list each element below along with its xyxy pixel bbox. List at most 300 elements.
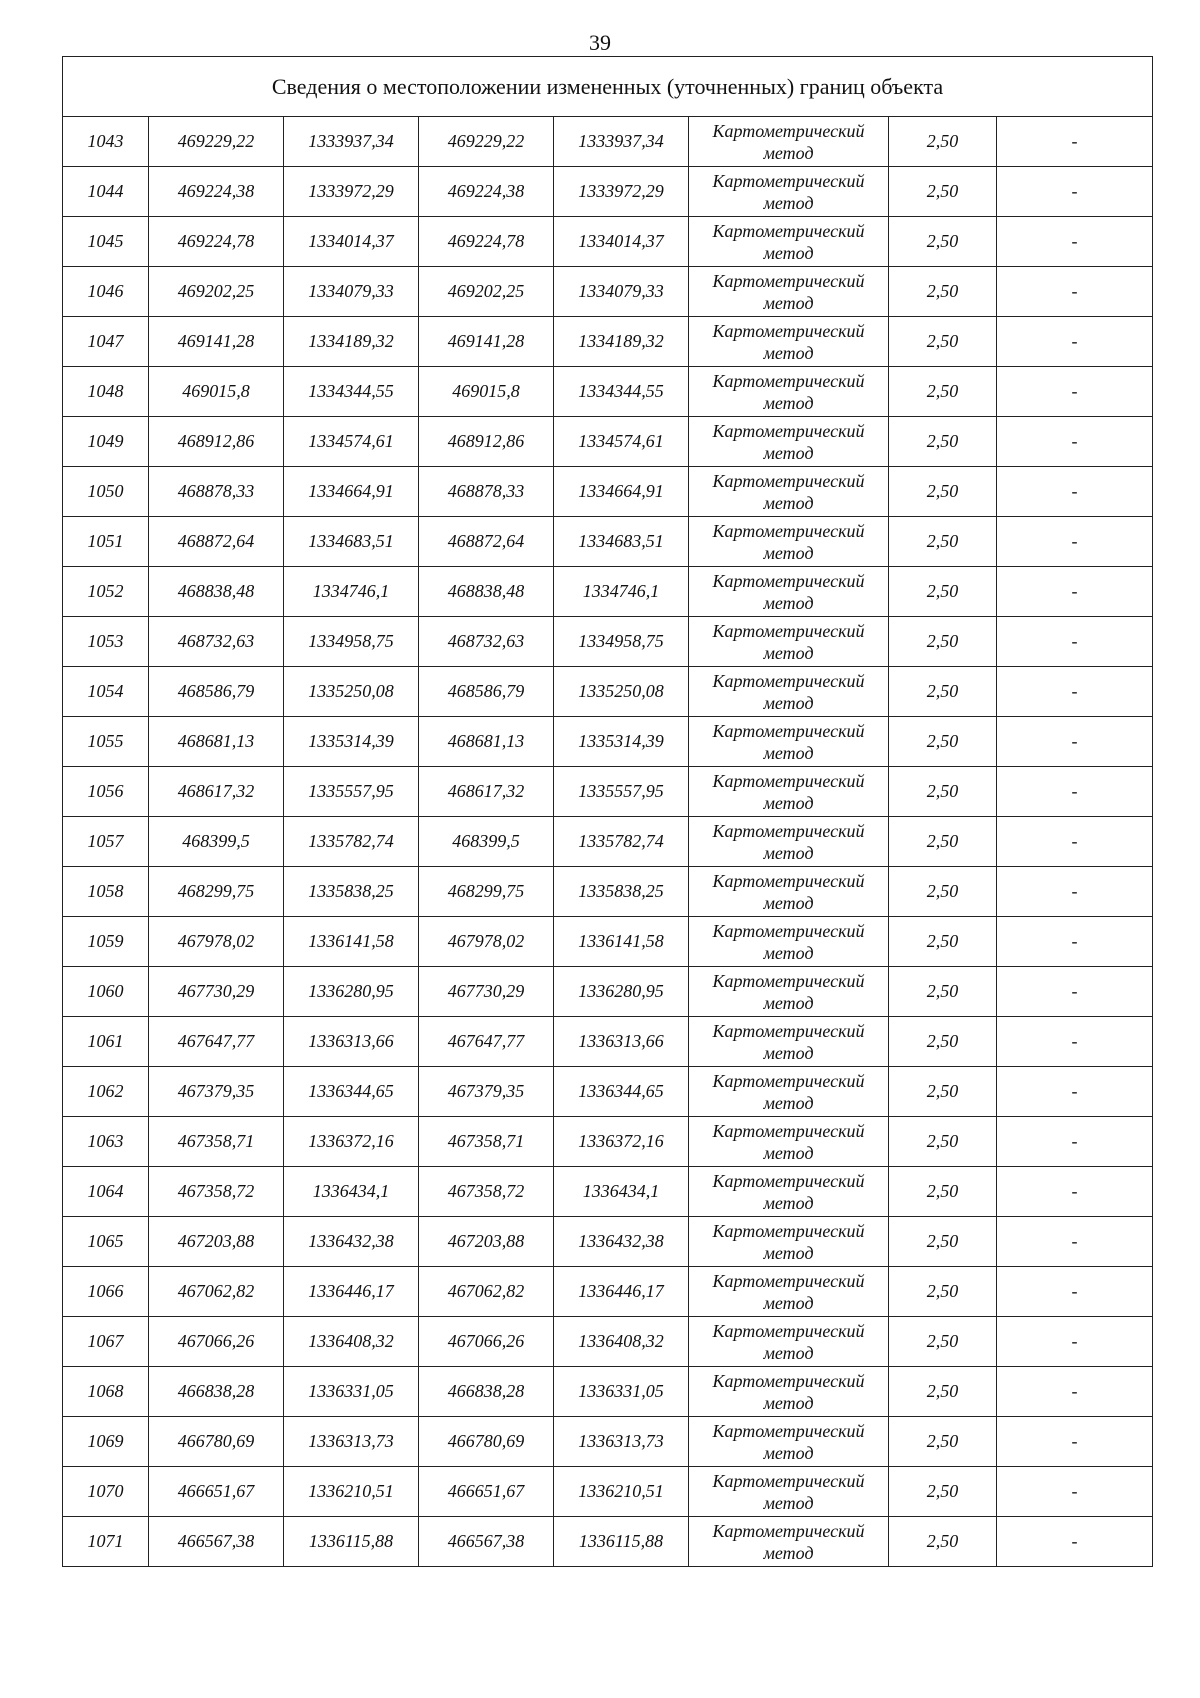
- accuracy-cell: 2,50: [889, 617, 997, 667]
- description-cell: -: [997, 567, 1153, 617]
- method-cell: [689, 517, 889, 567]
- refined-x-cell: 468838,48: [419, 567, 554, 617]
- existing-y-cell: 1335557,95: [284, 767, 419, 817]
- refined-y-cell: 1336115,88: [554, 1517, 689, 1567]
- refined-x-cell: 467066,26: [419, 1317, 554, 1367]
- method-line-2: метод: [763, 242, 814, 263]
- refined-y-cell: 1333972,29: [554, 167, 689, 217]
- method-line-2: метод: [763, 492, 814, 513]
- method-cell: [689, 467, 889, 517]
- existing-y-cell: 1334958,75: [284, 617, 419, 667]
- refined-x-cell: 467647,77: [419, 1017, 554, 1067]
- method-line-2: метод: [763, 1092, 814, 1113]
- existing-y-cell: 1336331,05: [284, 1367, 419, 1417]
- description-cell: -: [997, 667, 1153, 717]
- accuracy-cell: 2,50: [889, 1417, 997, 1467]
- existing-x-cell: 468838,48: [149, 567, 284, 617]
- existing-x-cell: 469224,78: [149, 217, 284, 267]
- existing-y-cell: 1336210,51: [284, 1467, 419, 1517]
- method-line-1: Картометрический: [712, 320, 865, 341]
- page-number: 39: [589, 30, 611, 55]
- table-row: [63, 717, 1153, 767]
- method-line-2: метод: [763, 1542, 814, 1563]
- existing-x-cell: 468732,63: [149, 617, 284, 667]
- table-row: [63, 1217, 1153, 1267]
- method-line-2: метод: [763, 1042, 814, 1063]
- method-line-1: Картометрический: [712, 420, 865, 441]
- refined-x-cell: 468299,75: [419, 867, 554, 917]
- refined-x-cell: 467358,71: [419, 1117, 554, 1167]
- method-line-2: метод: [763, 1492, 814, 1513]
- accuracy-cell: 2,50: [889, 1317, 997, 1367]
- method-line-2: метод: [763, 692, 814, 713]
- refined-y-cell: 1334683,51: [554, 517, 689, 567]
- point-number-cell: 1056: [63, 767, 149, 817]
- existing-y-cell: 1335250,08: [284, 667, 419, 717]
- method-cell: [689, 1017, 889, 1067]
- existing-y-cell: 1334746,1: [284, 567, 419, 617]
- refined-x-cell: 466651,67: [419, 1467, 554, 1517]
- point-number-cell: 1060: [63, 967, 149, 1017]
- description-cell: -: [997, 1467, 1153, 1517]
- accuracy-cell: 2,50: [889, 767, 997, 817]
- point-number-cell: 1068: [63, 1367, 149, 1417]
- method-line-2: метод: [763, 892, 814, 913]
- refined-x-cell: 467203,88: [419, 1217, 554, 1267]
- method-line-2: метод: [763, 1442, 814, 1463]
- refined-y-cell: 1336313,73: [554, 1417, 689, 1467]
- existing-x-cell: 466651,67: [149, 1467, 284, 1517]
- description-cell: -: [997, 767, 1153, 817]
- refined-y-cell: 1335782,74: [554, 817, 689, 867]
- refined-x-cell: 467379,35: [419, 1067, 554, 1117]
- existing-y-cell: 1336141,58: [284, 917, 419, 967]
- refined-y-cell: 1336372,16: [554, 1117, 689, 1167]
- method-line-1: Картометрический: [712, 220, 865, 241]
- description-cell: -: [997, 867, 1153, 917]
- existing-y-cell: 1334664,91: [284, 467, 419, 517]
- method-cell: [689, 1217, 889, 1267]
- method-line-2: метод: [763, 1292, 814, 1313]
- existing-y-cell: 1336313,73: [284, 1417, 419, 1467]
- accuracy-cell: 2,50: [889, 1217, 997, 1267]
- point-number-cell: 1057: [63, 817, 149, 867]
- existing-x-cell: 469229,22: [149, 117, 284, 167]
- existing-x-cell: 467062,82: [149, 1267, 284, 1317]
- existing-x-cell: 467358,72: [149, 1167, 284, 1217]
- point-number-cell: 1052: [63, 567, 149, 617]
- method-cell: [689, 1317, 889, 1367]
- existing-y-cell: 1335782,74: [284, 817, 419, 867]
- accuracy-cell: 2,50: [889, 1017, 997, 1067]
- existing-x-cell: 466780,69: [149, 1417, 284, 1467]
- table-row: [63, 767, 1153, 817]
- description-cell: -: [997, 1217, 1153, 1267]
- description-cell: -: [997, 417, 1153, 467]
- method-line-2: метод: [763, 442, 814, 463]
- existing-y-cell: 1334189,32: [284, 317, 419, 367]
- table-row: [63, 867, 1153, 917]
- refined-y-cell: 1336331,05: [554, 1367, 689, 1417]
- method-cell: [689, 917, 889, 967]
- method-cell: [689, 1517, 889, 1567]
- description-cell: -: [997, 267, 1153, 317]
- table-row: [63, 1317, 1153, 1367]
- refined-y-cell: 1334344,55: [554, 367, 689, 417]
- point-number-cell: 1051: [63, 517, 149, 567]
- description-cell: -: [997, 1317, 1153, 1367]
- method-line-1: Картометрический: [712, 1220, 865, 1241]
- point-number-cell: 1065: [63, 1217, 149, 1267]
- existing-x-cell: 467647,77: [149, 1017, 284, 1067]
- table-row: [63, 1017, 1153, 1067]
- method-line-1: Картометрический: [712, 270, 865, 291]
- refined-y-cell: 1336434,1: [554, 1167, 689, 1217]
- point-number-cell: 1046: [63, 267, 149, 317]
- method-cell: [689, 317, 889, 367]
- table-row: [63, 817, 1153, 867]
- method-line-1: Картометрический: [712, 770, 865, 791]
- table-row: [63, 1417, 1153, 1467]
- existing-x-cell: 468399,5: [149, 817, 284, 867]
- accuracy-cell: 2,50: [889, 667, 997, 717]
- description-cell: -: [997, 617, 1153, 667]
- method-line-1: Картометрический: [712, 520, 865, 541]
- table-row: [63, 1367, 1153, 1417]
- point-number-cell: 1066: [63, 1267, 149, 1317]
- refined-y-cell: 1336280,95: [554, 967, 689, 1017]
- existing-x-cell: 469015,8: [149, 367, 284, 417]
- refined-y-cell: 1335250,08: [554, 667, 689, 717]
- existing-y-cell: 1335838,25: [284, 867, 419, 917]
- refined-y-cell: 1334574,61: [554, 417, 689, 467]
- method-line-2: метод: [763, 1192, 814, 1213]
- refined-y-cell: 1336432,38: [554, 1217, 689, 1267]
- point-number-cell: 1069: [63, 1417, 149, 1467]
- table-row: [63, 317, 1153, 367]
- refined-x-cell: 468399,5: [419, 817, 554, 867]
- method-line-2: метод: [763, 1392, 814, 1413]
- refined-x-cell: 468732,63: [419, 617, 554, 667]
- point-number-cell: 1053: [63, 617, 149, 667]
- accuracy-cell: 2,50: [889, 517, 997, 567]
- point-number-cell: 1047: [63, 317, 149, 367]
- method-line-2: метод: [763, 592, 814, 613]
- accuracy-cell: 2,50: [889, 1517, 997, 1567]
- existing-y-cell: 1336280,95: [284, 967, 419, 1017]
- existing-x-cell: 467358,71: [149, 1117, 284, 1167]
- accuracy-cell: 2,50: [889, 1467, 997, 1517]
- refined-x-cell: 467978,02: [419, 917, 554, 967]
- description-cell: -: [997, 1167, 1153, 1217]
- existing-y-cell: 1334079,33: [284, 267, 419, 317]
- refined-x-cell: 469224,38: [419, 167, 554, 217]
- refined-x-cell: 468912,86: [419, 417, 554, 467]
- accuracy-cell: 2,50: [889, 1117, 997, 1167]
- method-line-1: Картометрический: [712, 820, 865, 841]
- table-row: [63, 117, 1153, 167]
- refined-x-cell: 469141,28: [419, 317, 554, 367]
- existing-x-cell: 468617,32: [149, 767, 284, 817]
- method-line-2: метод: [763, 192, 814, 213]
- accuracy-cell: 2,50: [889, 467, 997, 517]
- accuracy-cell: 2,50: [889, 917, 997, 967]
- accuracy-cell: 2,50: [889, 267, 997, 317]
- refined-x-cell: 467062,82: [419, 1267, 554, 1317]
- method-line-2: метод: [763, 992, 814, 1013]
- method-line-1: Картометрический: [712, 720, 865, 741]
- method-line-2: метод: [763, 642, 814, 663]
- accuracy-cell: 2,50: [889, 1267, 997, 1317]
- method-line-1: Картометрический: [712, 620, 865, 641]
- method-cell: [689, 767, 889, 817]
- point-number-cell: 1045: [63, 217, 149, 267]
- refined-y-cell: 1336313,66: [554, 1017, 689, 1067]
- method-line-1: Картометрический: [712, 1470, 865, 1491]
- method-cell: [689, 217, 889, 267]
- point-number-cell: 1061: [63, 1017, 149, 1067]
- description-cell: -: [997, 917, 1153, 967]
- method-cell: [689, 817, 889, 867]
- existing-x-cell: 467730,29: [149, 967, 284, 1017]
- method-line-2: метод: [763, 542, 814, 563]
- refined-x-cell: 469224,78: [419, 217, 554, 267]
- method-line-2: метод: [763, 142, 814, 163]
- existing-y-cell: 1336446,17: [284, 1267, 419, 1317]
- table-row: [63, 267, 1153, 317]
- description-cell: -: [997, 967, 1153, 1017]
- method-cell: [689, 1417, 889, 1467]
- refined-y-cell: 1334189,32: [554, 317, 689, 367]
- table-row: [63, 567, 1153, 617]
- method-line-1: Картометрический: [712, 1420, 865, 1441]
- table-row: [63, 367, 1153, 417]
- existing-x-cell: 467379,35: [149, 1067, 284, 1117]
- table-row: [63, 1167, 1153, 1217]
- refined-x-cell: 466838,28: [419, 1367, 554, 1417]
- method-line-1: Картометрический: [712, 920, 865, 941]
- refined-x-cell: 467730,29: [419, 967, 554, 1017]
- description-cell: -: [997, 1267, 1153, 1317]
- point-number-cell: 1044: [63, 167, 149, 217]
- existing-y-cell: 1336344,65: [284, 1067, 419, 1117]
- point-number-cell: 1070: [63, 1467, 149, 1517]
- refined-y-cell: 1334664,91: [554, 467, 689, 517]
- table-row: [63, 617, 1153, 667]
- method-cell: [689, 667, 889, 717]
- refined-x-cell: 468872,64: [419, 517, 554, 567]
- method-cell: [689, 1267, 889, 1317]
- method-cell: [689, 267, 889, 317]
- method-cell: [689, 1367, 889, 1417]
- description-cell: -: [997, 517, 1153, 567]
- existing-x-cell: 468299,75: [149, 867, 284, 917]
- accuracy-cell: 2,50: [889, 717, 997, 767]
- coordinates-table: [62, 56, 1153, 1567]
- existing-y-cell: 1336434,1: [284, 1167, 419, 1217]
- refined-y-cell: 1334079,33: [554, 267, 689, 317]
- point-number-cell: 1071: [63, 1517, 149, 1567]
- existing-x-cell: 469141,28: [149, 317, 284, 367]
- method-line-1: Картометрический: [712, 120, 865, 141]
- refined-y-cell: 1335838,25: [554, 867, 689, 917]
- description-cell: -: [997, 467, 1153, 517]
- method-line-2: метод: [763, 792, 814, 813]
- method-line-2: метод: [763, 292, 814, 313]
- method-line-2: метод: [763, 1242, 814, 1263]
- table-title: Сведения о местоположении измененных (уточненных) границ объекта: [63, 57, 1153, 117]
- method-cell: [689, 367, 889, 417]
- table-row: [63, 917, 1153, 967]
- method-line-1: Картометрический: [712, 1270, 865, 1291]
- refined-y-cell: 1334746,1: [554, 567, 689, 617]
- refined-y-cell: 1336141,58: [554, 917, 689, 967]
- method-cell: [689, 1167, 889, 1217]
- point-number-cell: 1063: [63, 1117, 149, 1167]
- refined-x-cell: 466567,38: [419, 1517, 554, 1567]
- method-line-1: Картометрический: [712, 1320, 865, 1341]
- method-line-1: Картометрический: [712, 1120, 865, 1141]
- method-cell: [689, 1467, 889, 1517]
- accuracy-cell: 2,50: [889, 967, 997, 1017]
- existing-x-cell: 467978,02: [149, 917, 284, 967]
- accuracy-cell: 2,50: [889, 1067, 997, 1117]
- existing-x-cell: 468872,64: [149, 517, 284, 567]
- method-cell: [689, 967, 889, 1017]
- table-row: [63, 217, 1153, 267]
- table-row: [63, 467, 1153, 517]
- method-cell: [689, 1117, 889, 1167]
- existing-y-cell: 1336313,66: [284, 1017, 419, 1067]
- refined-x-cell: 469229,22: [419, 117, 554, 167]
- table-row: [63, 1117, 1153, 1167]
- existing-x-cell: 468586,79: [149, 667, 284, 717]
- refined-x-cell: 468617,32: [419, 767, 554, 817]
- description-cell: -: [997, 717, 1153, 767]
- method-line-2: метод: [763, 842, 814, 863]
- existing-x-cell: 466567,38: [149, 1517, 284, 1567]
- method-line-1: Картометрический: [712, 1370, 865, 1391]
- description-cell: -: [997, 217, 1153, 267]
- description-cell: -: [997, 167, 1153, 217]
- refined-y-cell: 1336408,32: [554, 1317, 689, 1367]
- accuracy-cell: 2,50: [889, 317, 997, 367]
- refined-y-cell: 1333937,34: [554, 117, 689, 167]
- method-line-2: метод: [763, 742, 814, 763]
- existing-x-cell: 469202,25: [149, 267, 284, 317]
- existing-y-cell: 1336372,16: [284, 1117, 419, 1167]
- point-number-cell: 1050: [63, 467, 149, 517]
- existing-x-cell: 466838,28: [149, 1367, 284, 1417]
- point-number-cell: 1043: [63, 117, 149, 167]
- existing-x-cell: 468681,13: [149, 717, 284, 767]
- method-line-1: Картометрический: [712, 170, 865, 191]
- accuracy-cell: 2,50: [889, 367, 997, 417]
- refined-y-cell: 1334014,37: [554, 217, 689, 267]
- method-line-1: Картометрический: [712, 1020, 865, 1041]
- table-row: [63, 667, 1153, 717]
- method-line-1: Картометрический: [712, 670, 865, 691]
- existing-y-cell: 1336408,32: [284, 1317, 419, 1367]
- table-row: [63, 417, 1153, 467]
- existing-y-cell: 1336115,88: [284, 1517, 419, 1567]
- method-cell: [689, 617, 889, 667]
- point-number-cell: 1054: [63, 667, 149, 717]
- table-row: [63, 967, 1153, 1017]
- existing-x-cell: 467066,26: [149, 1317, 284, 1367]
- point-number-cell: 1064: [63, 1167, 149, 1217]
- method-line-2: метод: [763, 1342, 814, 1363]
- point-number-cell: 1067: [63, 1317, 149, 1367]
- table-row: [63, 1467, 1153, 1517]
- refined-y-cell: 1336446,17: [554, 1267, 689, 1317]
- existing-y-cell: 1333937,34: [284, 117, 419, 167]
- accuracy-cell: 2,50: [889, 167, 997, 217]
- table-row: [63, 1067, 1153, 1117]
- coordinates-table-wrapper: [62, 56, 1152, 1567]
- method-cell: [689, 1067, 889, 1117]
- method-line-1: Картометрический: [712, 970, 865, 991]
- accuracy-cell: 2,50: [889, 817, 997, 867]
- accuracy-cell: 2,50: [889, 117, 997, 167]
- point-number-cell: 1059: [63, 917, 149, 967]
- accuracy-cell: 2,50: [889, 867, 997, 917]
- refined-x-cell: 468586,79: [419, 667, 554, 717]
- refined-x-cell: 466780,69: [419, 1417, 554, 1467]
- accuracy-cell: 2,50: [889, 1367, 997, 1417]
- method-line-2: метод: [763, 1142, 814, 1163]
- method-cell: [689, 717, 889, 767]
- method-cell: [689, 567, 889, 617]
- refined-y-cell: 1335314,39: [554, 717, 689, 767]
- method-line-1: Картометрический: [712, 470, 865, 491]
- refined-y-cell: 1334958,75: [554, 617, 689, 667]
- description-cell: -: [997, 1017, 1153, 1067]
- description-cell: -: [997, 1067, 1153, 1117]
- table-row: [63, 1267, 1153, 1317]
- method-line-2: метод: [763, 942, 814, 963]
- existing-y-cell: 1333972,29: [284, 167, 419, 217]
- refined-x-cell: 468878,33: [419, 467, 554, 517]
- point-number-cell: 1055: [63, 717, 149, 767]
- description-cell: -: [997, 1117, 1153, 1167]
- table-title-row: [63, 57, 1153, 117]
- accuracy-cell: 2,50: [889, 1167, 997, 1217]
- method-cell: [689, 867, 889, 917]
- description-cell: -: [997, 317, 1153, 367]
- point-number-cell: 1058: [63, 867, 149, 917]
- method-line-1: Картометрический: [712, 870, 865, 891]
- existing-x-cell: 468912,86: [149, 417, 284, 467]
- point-number-cell: 1049: [63, 417, 149, 467]
- refined-x-cell: 469015,8: [419, 367, 554, 417]
- method-line-2: метод: [763, 342, 814, 363]
- table-row: [63, 1517, 1153, 1567]
- point-number-cell: 1062: [63, 1067, 149, 1117]
- existing-y-cell: 1336432,38: [284, 1217, 419, 1267]
- refined-y-cell: 1336210,51: [554, 1467, 689, 1517]
- method-line-2: метод: [763, 392, 814, 413]
- existing-x-cell: 468878,33: [149, 467, 284, 517]
- existing-y-cell: 1334683,51: [284, 517, 419, 567]
- refined-y-cell: 1336344,65: [554, 1067, 689, 1117]
- accuracy-cell: 2,50: [889, 417, 997, 467]
- existing-y-cell: 1334344,55: [284, 367, 419, 417]
- method-line-1: Картометрический: [712, 370, 865, 391]
- description-cell: -: [997, 1417, 1153, 1467]
- description-cell: -: [997, 367, 1153, 417]
- point-number-cell: 1048: [63, 367, 149, 417]
